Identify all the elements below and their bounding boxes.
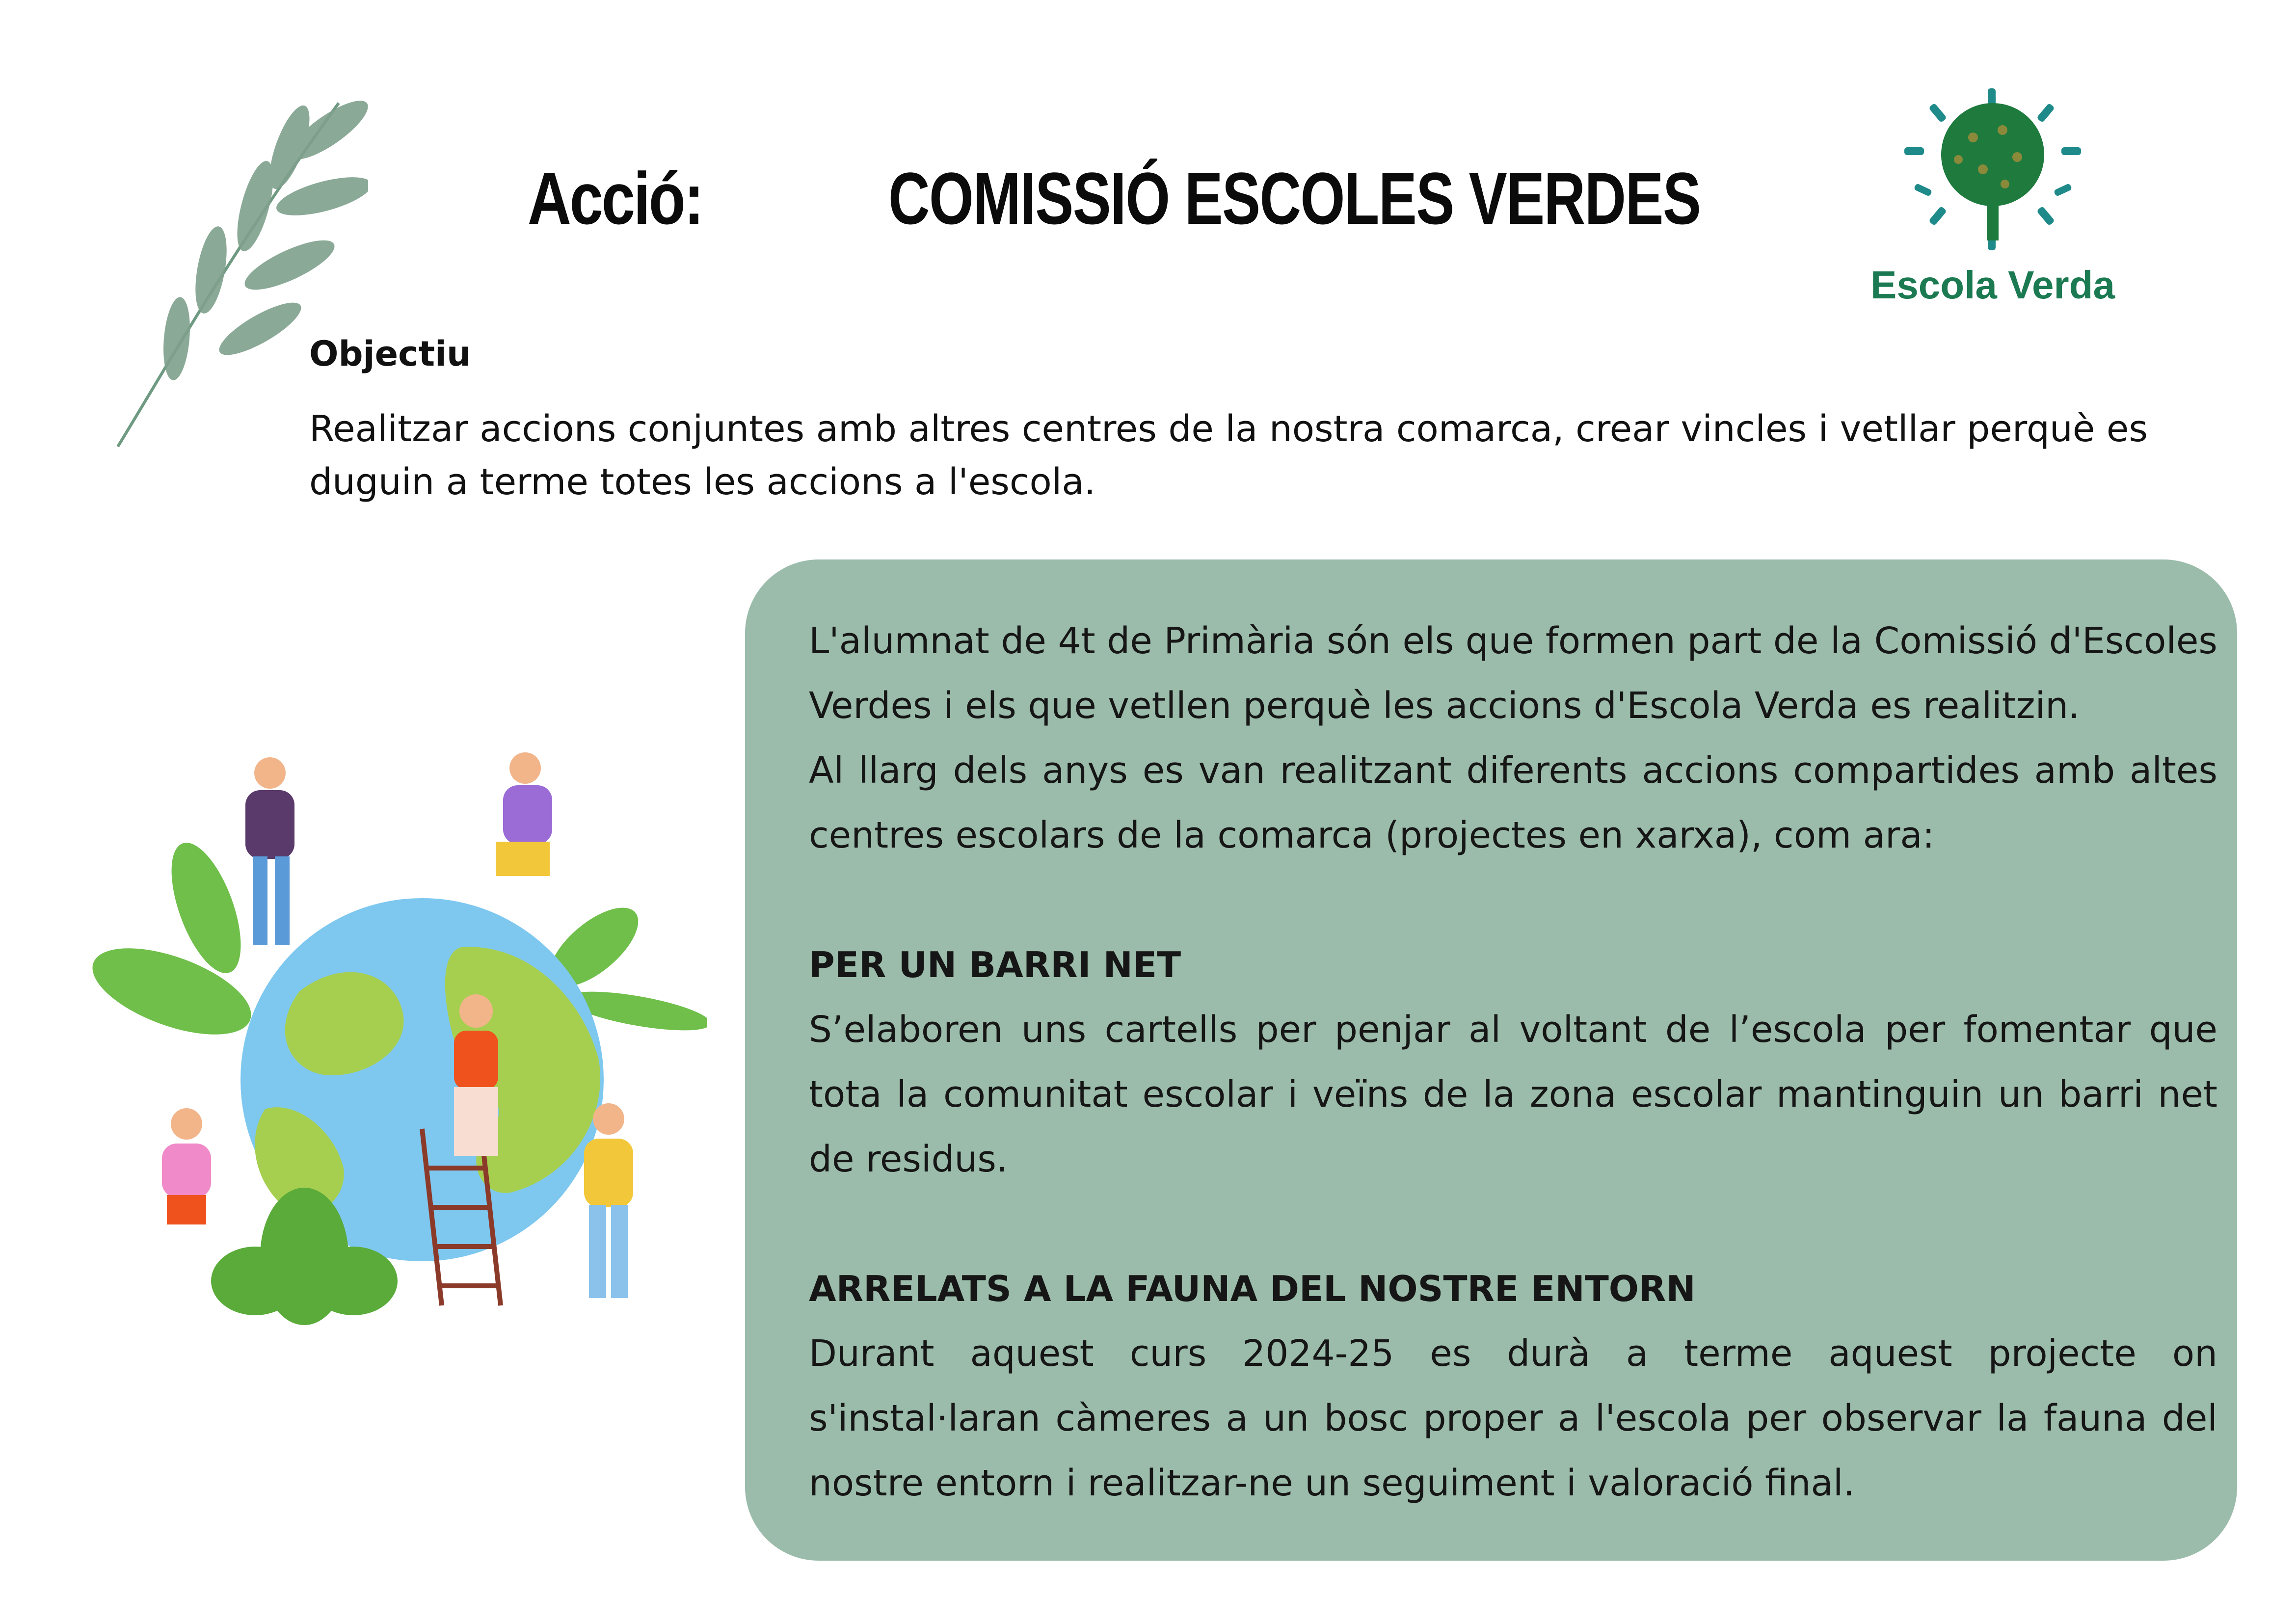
spacer	[809, 1192, 2217, 1256]
info-panel-body	[809, 609, 2217, 1516]
spacer	[809, 868, 2217, 932]
section-text-fauna: Durant aquest curs 2024-25 es durà a terme aquest projecte on s'instal·laran càmeres a un bosc proper a l'escola per observar la fauna del nostre entorn i realitzar-ne un seguiment i valoració final.	[809, 1332, 2217, 1504]
earth-cleaning-illustration	[88, 736, 707, 1325]
panel-intro-1: L'alumnat de 4t de Primària són els que formen part de la Comissió d'Escoles Verdes i els que vetllen perquè les accions d'Escola Verda es realitzin.	[809, 620, 2217, 727]
section-title-barri-net: PER UN BARRI NET	[809, 944, 1181, 985]
page-title: COMISSIÓ ESCOLES VERDES	[888, 157, 1701, 239]
leaf-branch-icon	[113, 83, 368, 452]
panel-intro-2: Al llarg dels anys es van realitzant diferents accions compartides amb altes centres escolars de la comarca (projectes en xarxa), com ara:	[809, 749, 2217, 856]
tree-sun-icon	[1904, 88, 2081, 250]
logo-text: Escola Verda	[1870, 263, 2115, 307]
action-label: Acció:	[528, 157, 703, 239]
section-text-barri-net: S’elaboren uns cartells per penjar al voltant de l’escola per fomentar que tota la comunitat escolar i veïns de la zona escolar mantinguin un barri net de residus.	[809, 1009, 2217, 1180]
objective-text: Realitzar accions conjuntes amb altres centres de la nostra comarca, crear vincles i vetllar perquè es duguin a terme totes les accions a l'escola.	[309, 408, 2148, 503]
objective-heading: Objectiu	[309, 334, 471, 374]
section-title-fauna: ARRELATS A LA FAUNA DEL NOSTRE ENTORN	[809, 1268, 1696, 1309]
